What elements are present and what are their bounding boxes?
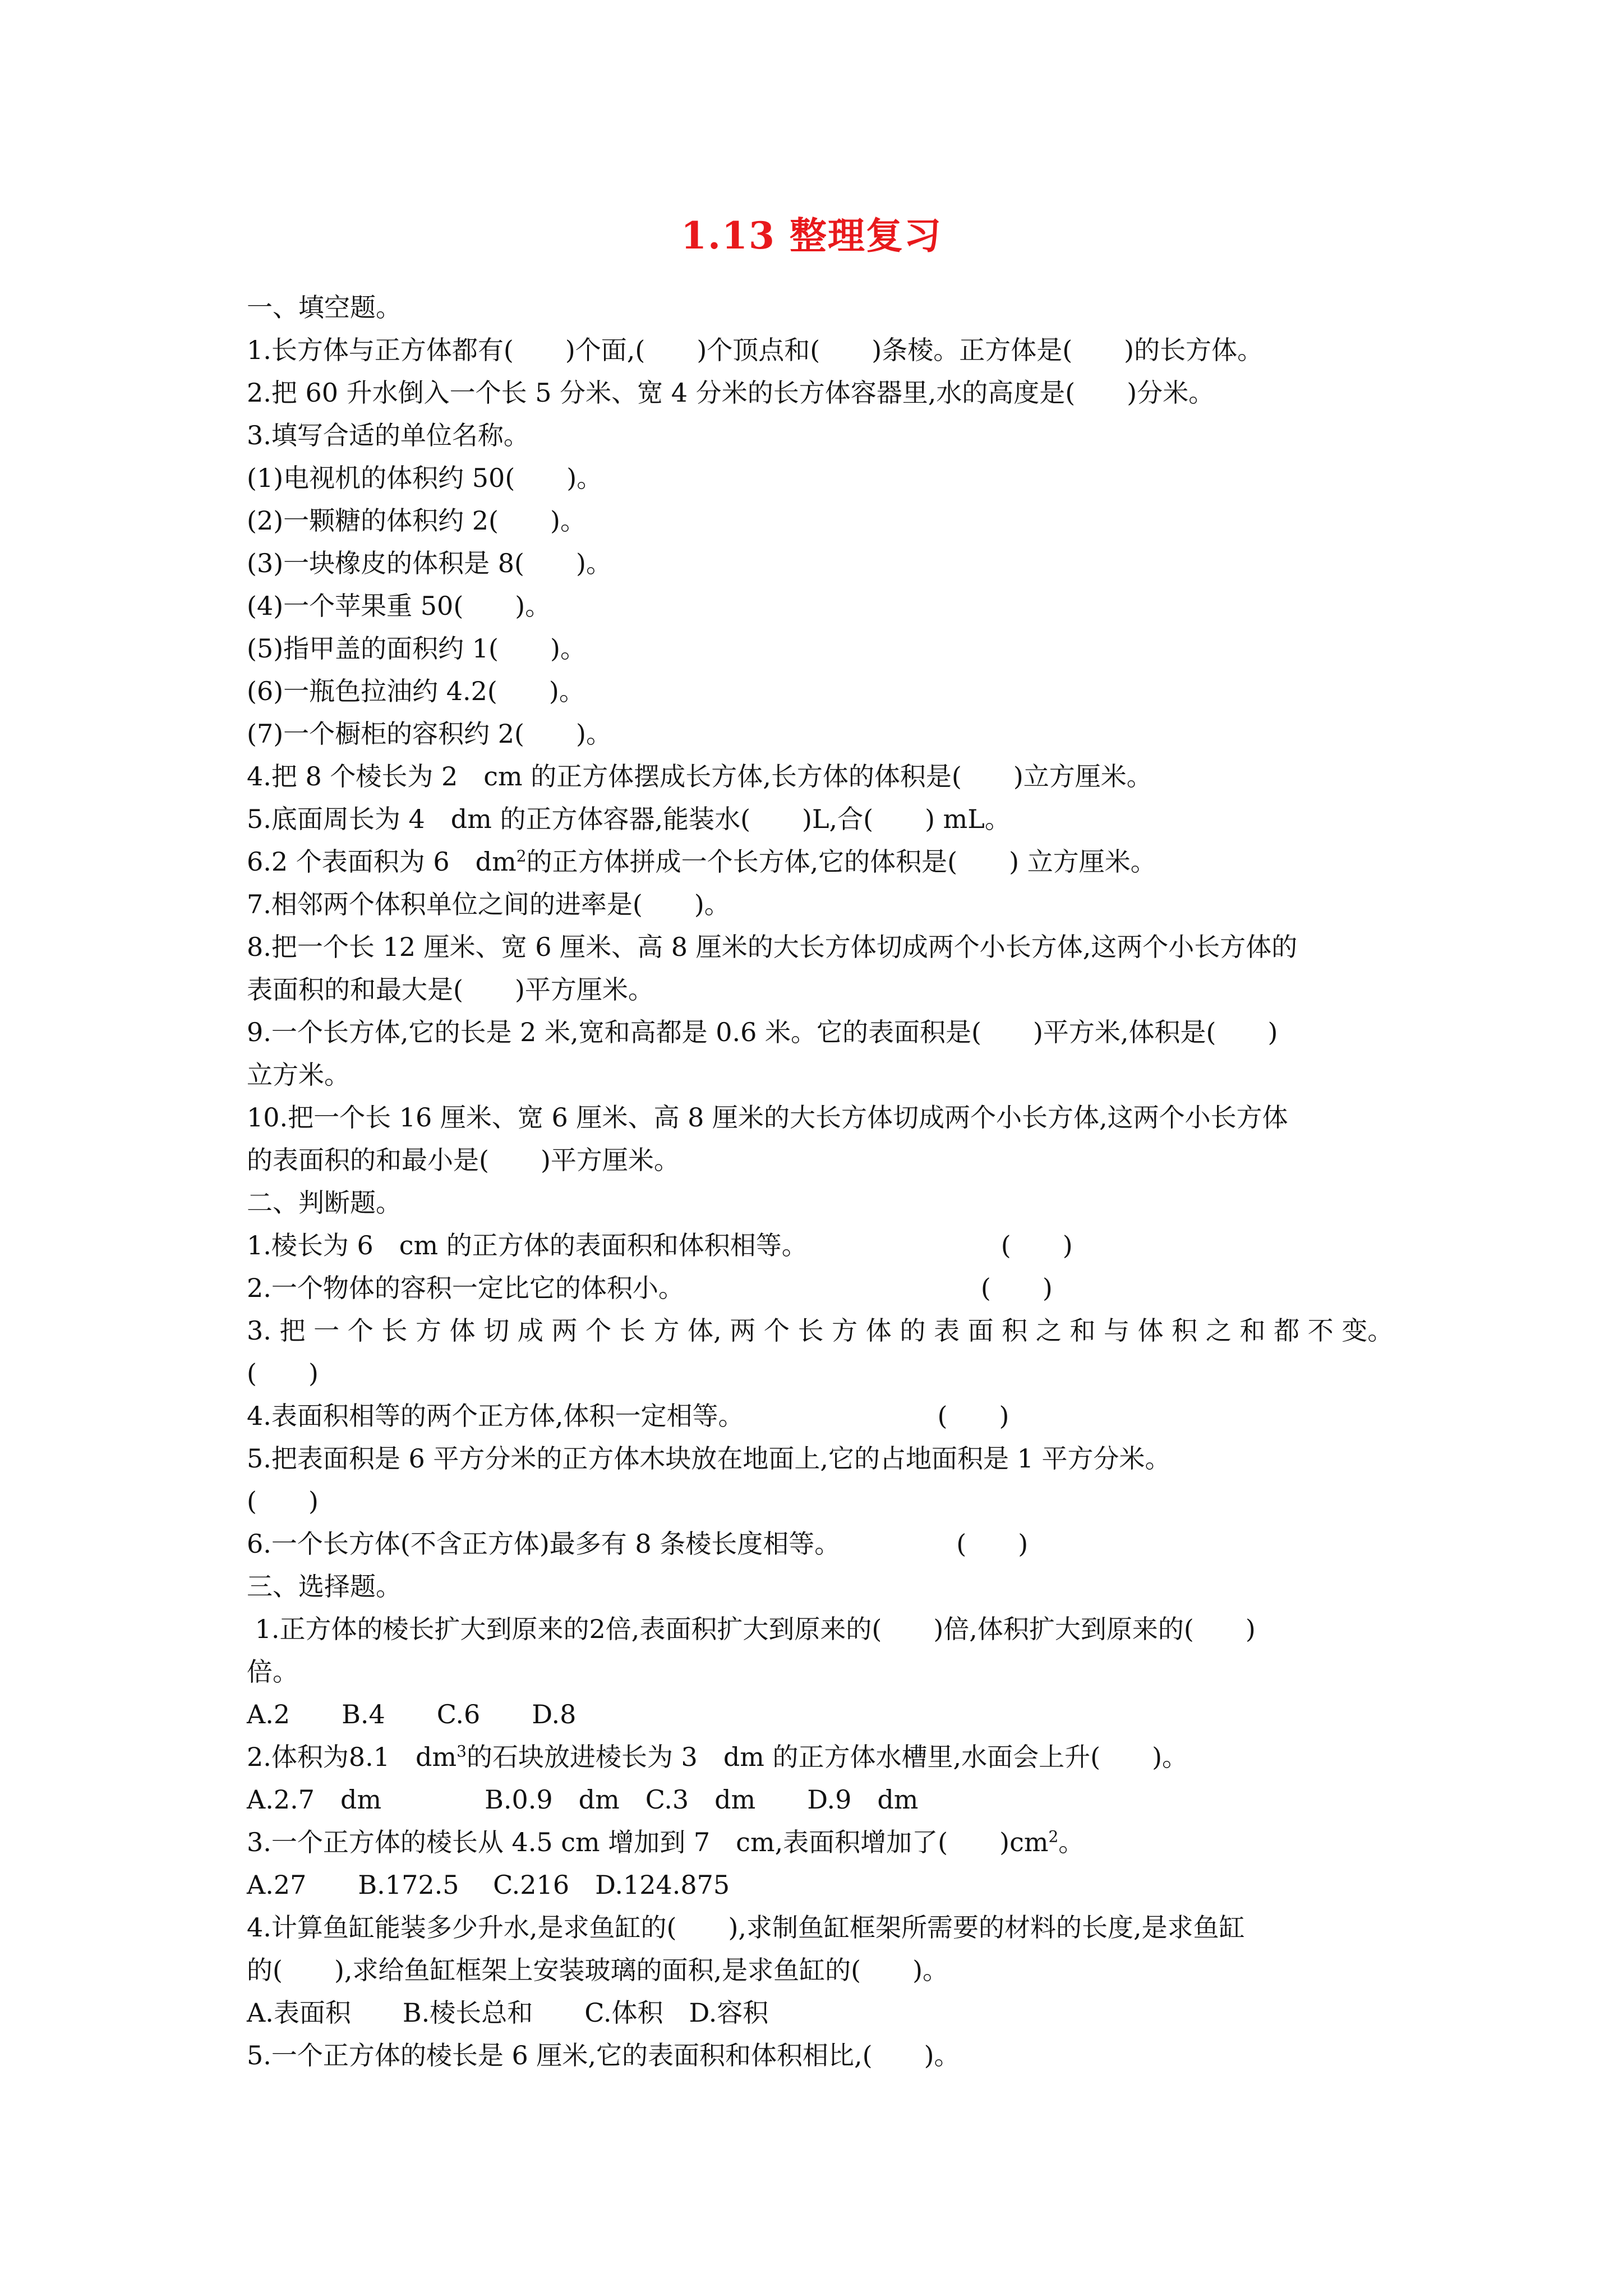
line-text: 。 bbox=[1058, 1827, 1085, 1857]
q1-10b: 的表面积的和最小是( )平方厘米。 bbox=[247, 1145, 680, 1175]
superscript: 3 bbox=[457, 1742, 467, 1761]
q3-3-options: A.27 B.172.5 C.216 D.124.875 bbox=[247, 1870, 730, 1900]
page-title: 1.13 整理复习 bbox=[681, 214, 942, 257]
q2-3a: 3. 把 一 个 长 方 体 切 成 两 个 长 方 体, 两 个 长 方 体 的 表 面 积 之 和 与 体 积 之 和 都 不 变。 bbox=[247, 1315, 1394, 1346]
section-2-heading: 二、判断题。 bbox=[247, 1188, 402, 1218]
line-text: 的正方体拼成一个长方体,它的体积是( ) 立方厘米。 bbox=[526, 846, 1156, 877]
q1-5: 5.底面周长为 4 dm 的正方体容器,能装水( )L,合( ) mL。 bbox=[247, 804, 1011, 834]
q1-3-2: (2)一颗糖的体积约 2( )。 bbox=[247, 505, 586, 536]
q1-7: 7.相邻两个体积单位之间的进率是( )。 bbox=[247, 889, 730, 919]
q3-2 bbox=[247, 1736, 1391, 1778]
section-1-heading: 一、填空题。 bbox=[247, 292, 402, 323]
q3-4-options: A.表面积 B.棱长总和 C.体积 D.容积 bbox=[247, 1998, 769, 2028]
section-3-heading: 三、选择题。 bbox=[247, 1571, 402, 1602]
q1-3-4: (4)一个苹果重 50( )。 bbox=[247, 591, 551, 621]
q1-3-1: (1)电视机的体积约 50( )。 bbox=[247, 463, 603, 493]
worksheet-content bbox=[247, 286, 1394, 2077]
q1-6 bbox=[247, 840, 1391, 883]
q2-6: 6.一个长方体(不含正方体)最多有 8 条棱长度相等。 ( ) bbox=[247, 1529, 1029, 1559]
q3-4a: 4.计算鱼缸能装多少升水,是求鱼缸的( ),求制鱼缸框架所需要的材料的长度,是求鱼缸 bbox=[247, 1912, 1245, 1943]
q1-3-3: (3)一块橡皮的体积是 8( )。 bbox=[247, 548, 612, 578]
q1-2: 2.把 60 升水倒入一个长 5 分米、宽 4 分米的长方体容器里,水的高度是( )分米。 bbox=[247, 378, 1215, 408]
line-text: 6.2 个表面积为 6 dm bbox=[247, 846, 517, 877]
q1-4: 4.把 8 个棱长为 2 cm 的正方体摆成长方体,长方体的体积是( )立方厘米。 bbox=[247, 761, 1152, 792]
q1-9b: 立方米。 bbox=[247, 1060, 350, 1090]
q2-1: 1.棱长为 6 cm 的正方体的表面积和体积相等。 ( ) bbox=[247, 1230, 1073, 1260]
q3-5: 5.一个正方体的棱长是 6 厘米,它的表面积和体积相比,( )。 bbox=[247, 2040, 960, 2070]
superscript: 2 bbox=[516, 846, 527, 866]
q2-5b: ( ) bbox=[247, 1486, 319, 1516]
line-text: 的石块放进棱长为 3 dm 的正方体水槽里,水面会上升( )。 bbox=[466, 1742, 1188, 1772]
q2-3b: ( ) bbox=[247, 1358, 319, 1388]
q3-4b: 的( ),求给鱼缸框架上安装玻璃的面积,是求鱼缸的( )。 bbox=[247, 1955, 949, 1985]
q1-9a: 9.一个长方体,它的长是 2 米,宽和高都是 0.6 米。它的表面积是( )平方米,体积是( ) bbox=[247, 1017, 1278, 1047]
q3-1-options: A.2 B.4 C.6 D.8 bbox=[247, 1699, 577, 1729]
q1-8b: 表面积的和最大是( )平方厘米。 bbox=[247, 974, 654, 1005]
q3-1b: 倍。 bbox=[247, 1657, 298, 1687]
q2-5a: 5.把表面积是 6 平方分米的正方体木块放在地面上,它的占地面积是 1 平方分米。 bbox=[247, 1443, 1171, 1474]
q3-2-options: A.2.7 dm B.0.9 dm C.3 dm D.9 dm bbox=[247, 1784, 919, 1815]
q1-3: 3.填写合适的单位名称。 bbox=[247, 420, 529, 450]
q1-3-6: (6)一瓶色拉油约 4.2( )。 bbox=[247, 676, 585, 706]
q1-10a: 10.把一个长 16 厘米、宽 6 厘米、高 8 厘米的大长方体切成两个小长方体,这两个小长方体 bbox=[247, 1102, 1288, 1133]
line-text: 3.一个正方体的棱长从 4.5 cm 增加到 7 cm,表面积增加了( )cm bbox=[247, 1827, 1049, 1857]
q3-3 bbox=[247, 1821, 1391, 1864]
q2-2: 2.一个物体的容积一定比它的体积小。 ( ) bbox=[247, 1273, 1053, 1303]
q1-1: 1.长方体与正方体都有( )个面,( )个顶点和( )条棱。正方体是( )的长方体。 bbox=[247, 335, 1264, 365]
q1-3-7: (7)一个橱柜的容积约 2( )。 bbox=[247, 719, 612, 749]
q3-1a: 1.正方体的棱长扩大到原来的2倍,表面积扩大到原来的( )倍,体积扩大到原来的( ) bbox=[247, 1614, 1256, 1644]
q2-4: 4.表面积相等的两个正方体,体积一定相等。 ( ) bbox=[247, 1401, 1009, 1431]
superscript: 2 bbox=[1048, 1827, 1059, 1846]
line-text: 2.体积为8.1 dm bbox=[247, 1742, 457, 1772]
q1-3-5: (5)指甲盖的面积约 1( )。 bbox=[247, 633, 586, 664]
q1-8a: 8.把一个长 12 厘米、宽 6 厘米、高 8 厘米的大长方体切成两个小长方体,这两个小长方体的 bbox=[247, 932, 1298, 962]
